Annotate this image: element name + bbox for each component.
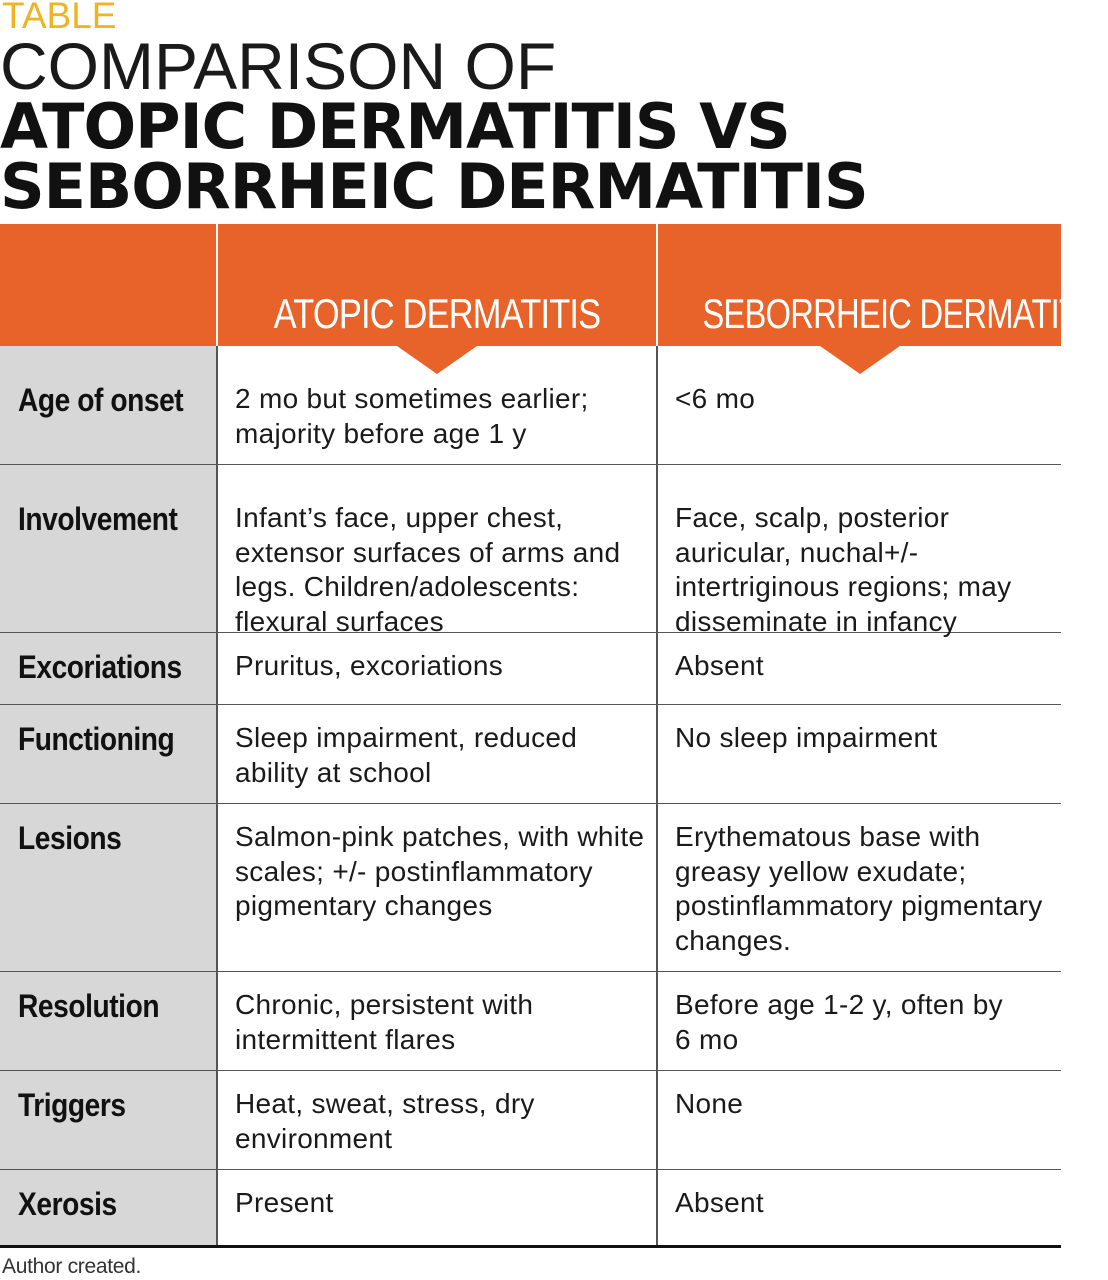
seborrheic-cell: Face, scalp, posterior auricular, nuchal+/- intertriginous regions; may disseminate in infancy: [675, 502, 1012, 637]
atopic-cell: Present: [235, 1187, 334, 1218]
column-divider: [216, 633, 218, 705]
seborrheic-cell: <6 mo: [675, 383, 756, 414]
atopic-cell: Heat, sweat, stress, dry environment: [235, 1088, 535, 1154]
column-divider: [656, 1071, 658, 1170]
table-row-functioning: [0, 705, 1061, 804]
table-row-triggers: [0, 1071, 1061, 1170]
seborrheic-cell: Before age 1-2 y, often by 6 mo: [675, 989, 1003, 1055]
row-label: Triggers: [18, 1087, 126, 1123]
table-row-excoriations: [0, 633, 1061, 705]
column-divider: [656, 346, 658, 465]
header-pointer-seborrheic: [820, 346, 900, 374]
header-pointer-atopic: [397, 346, 477, 374]
column-divider: [216, 346, 218, 465]
table-kicker: TABLE: [2, 0, 117, 36]
header-cell-seborrheic: [658, 224, 1108, 346]
column-divider: [656, 972, 658, 1071]
title-line-2: ATOPIC DERMATITIS VS: [0, 90, 790, 163]
column-divider: [656, 633, 658, 705]
title-line-3: SEBORRHEIC DERMATITIS: [0, 150, 868, 223]
header-cell-atopic: [218, 224, 656, 346]
row-label: Age of onset: [18, 382, 184, 418]
header-cell-empty: [0, 224, 216, 346]
table-row-resolution: [0, 972, 1061, 1071]
column-divider: [216, 1170, 218, 1245]
table-row-lesions: [0, 804, 1061, 972]
row-label: Resolution: [18, 988, 160, 1024]
atopic-cell: 2 mo but sometimes earlier; majority before age 1 y: [235, 383, 589, 449]
atopic-cell: Pruritus, excoriations: [235, 650, 504, 681]
seborrheic-cell: Absent: [675, 1187, 764, 1218]
seborrheic-cell: Absent: [675, 650, 764, 681]
table-row-involvement: [0, 465, 1061, 637]
atopic-cell: Infant’s face, upper chest, extensor surfaces of arms and legs. Children/adolescents: flexural surfaces: [235, 502, 621, 637]
column-divider: [216, 1071, 218, 1170]
table-row-xerosis: [0, 1170, 1061, 1245]
row-label: Excoriations: [18, 649, 182, 685]
seborrheic-cell: None: [675, 1088, 744, 1119]
column-divider: [216, 465, 218, 633]
seborrheic-cell: Erythematous base with greasy yellow exudate; postinflammatory pigmentary changes.: [675, 821, 1043, 956]
table-row-age-of-onset: [0, 346, 1061, 465]
row-label: Xerosis: [18, 1186, 117, 1222]
column-divider: [216, 804, 218, 972]
seborrheic-cell: No sleep impairment: [675, 722, 938, 753]
row-label: Lesions: [18, 820, 122, 856]
title-line-1: COMPARISON OF: [0, 29, 557, 103]
header-label-atopic: ATOPIC DERMATITIS: [273, 290, 601, 337]
atopic-cell: Salmon-pink patches, with white scales; +/- postinflammatory pigmentary changes: [235, 821, 645, 921]
atopic-cell: Chronic, persistent with intermittent flares: [235, 989, 534, 1055]
column-divider: [216, 972, 218, 1071]
row-label: Involvement: [18, 501, 178, 537]
column-divider: [216, 705, 218, 804]
column-divider: [656, 1170, 658, 1245]
row-label-cell: [0, 465, 216, 633]
atopic-cell: Sleep impairment, reduced ability at school: [235, 722, 578, 788]
table-header-row: [0, 224, 1108, 346]
row-label: Functioning: [18, 721, 175, 757]
table-bottom-rule: [0, 1245, 1061, 1248]
source-footnote: Author created.: [2, 1255, 142, 1278]
column-divider: [656, 804, 658, 972]
column-divider: [656, 705, 658, 804]
column-divider: [656, 465, 658, 633]
header-label-seborrheic: SEBORRHEIC DERMATITIS: [702, 290, 1108, 337]
